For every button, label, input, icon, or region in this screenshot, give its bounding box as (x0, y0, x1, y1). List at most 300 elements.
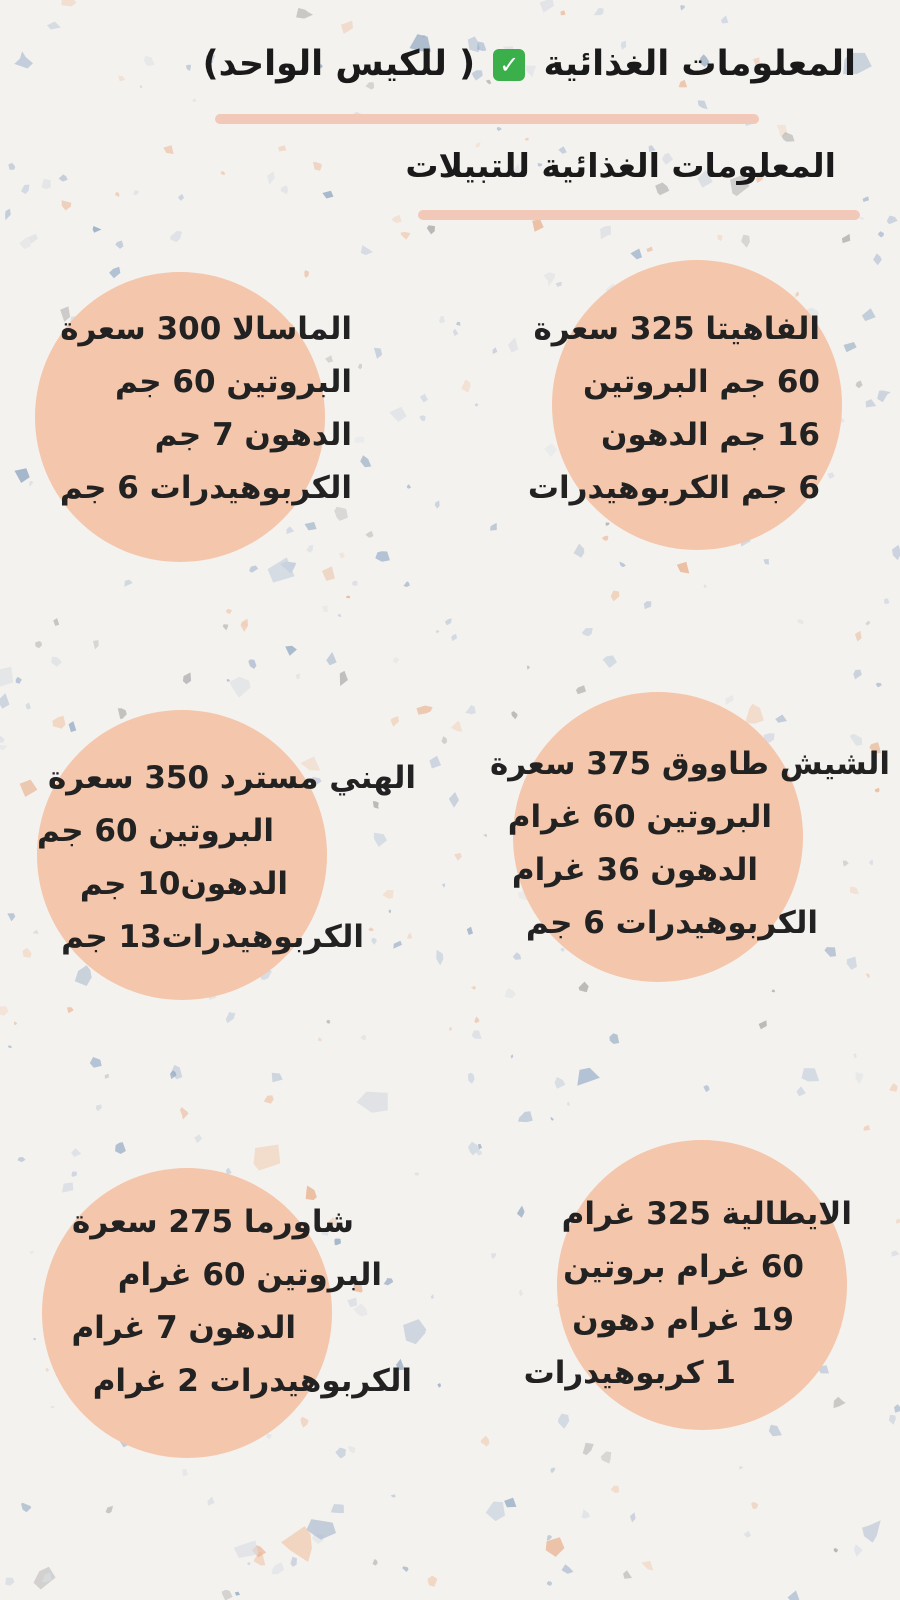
terrazzo-speck (511, 711, 517, 719)
terrazzo-speck (647, 247, 653, 253)
terrazzo-speck (287, 526, 295, 534)
terrazzo-speck (296, 8, 313, 19)
terrazzo-speck (594, 8, 604, 15)
terrazzo-speck (69, 721, 77, 732)
terrazzo-speck (71, 1148, 81, 1157)
terrazzo-speck (481, 1436, 489, 1447)
terrazzo-speck (419, 415, 425, 421)
terrazzo-speck (322, 191, 333, 199)
item-line: 60 جم البروتين (582, 364, 820, 400)
terrazzo-speck (877, 390, 891, 402)
terrazzo-speck (451, 721, 462, 732)
terrazzo-speck (194, 1134, 202, 1143)
terrazzo-speck (453, 329, 459, 337)
terrazzo-speck (118, 76, 125, 82)
terrazzo-speck (442, 884, 445, 888)
terrazzo-speck (29, 1251, 34, 1255)
terrazzo-speck (532, 219, 544, 232)
terrazzo-speck (247, 1562, 250, 1565)
terrazzo-speck (551, 1117, 554, 1121)
terrazzo-speck (465, 705, 476, 714)
terrazzo-speck (365, 531, 373, 538)
page-title (203, 44, 856, 84)
terrazzo-speck (15, 468, 30, 483)
terrazzo-speck (769, 1425, 782, 1437)
terrazzo-speck (186, 65, 191, 71)
terrazzo-speck (300, 1417, 308, 1428)
terrazzo-speck (505, 988, 516, 998)
terrazzo-speck (41, 179, 51, 190)
item-line: الكربوهيدرات 6 جم (525, 905, 818, 941)
terrazzo-speck (508, 337, 518, 352)
terrazzo-speck (854, 1544, 863, 1557)
terrazzo-speck (361, 1035, 366, 1040)
terrazzo-speck (751, 1502, 758, 1509)
terrazzo-speck (788, 1590, 800, 1600)
terrazzo-speck (326, 652, 337, 666)
terrazzo-speck (630, 249, 642, 260)
terrazzo-speck (115, 1142, 126, 1154)
terrazzo-speck (577, 1068, 600, 1086)
terrazzo-speck (431, 1294, 434, 1299)
terrazzo-speck (562, 1564, 574, 1574)
item-line: الماسالا 300 سعرة (60, 311, 352, 347)
terrazzo-speck (249, 565, 258, 572)
terrazzo-speck (35, 641, 42, 648)
terrazzo-speck (439, 316, 445, 324)
title-main: المعلومات الغذائية (543, 44, 856, 84)
terrazzo-speck (133, 190, 139, 195)
title-underline (215, 114, 759, 124)
terrazzo-speck (16, 677, 22, 684)
terrazzo-speck (115, 241, 123, 249)
terrazzo-speck (178, 194, 184, 201)
terrazzo-speck (59, 174, 68, 181)
terrazzo-speck (291, 1557, 298, 1567)
terrazzo-speck (802, 1068, 820, 1081)
terrazzo-speck (876, 683, 882, 688)
terrazzo-speck (313, 162, 322, 171)
terrazzo-speck (402, 1566, 408, 1572)
terrazzo-speck (644, 601, 652, 609)
terrazzo-speck (352, 581, 358, 586)
terrazzo-speck (518, 1111, 533, 1122)
terrazzo-speck (306, 1519, 336, 1540)
terrazzo-speck (374, 348, 382, 359)
terrazzo-speck (763, 559, 769, 565)
terrazzo-speck (797, 1086, 806, 1096)
terrazzo-speck (373, 1559, 378, 1566)
terrazzo-speck (853, 1053, 857, 1058)
terrazzo-speck (25, 702, 31, 709)
terrazzo-speck (46, 1368, 50, 1372)
terrazzo-speck (272, 1562, 285, 1574)
terrazzo-speck (22, 948, 31, 958)
terrazzo-speck (109, 267, 120, 278)
terrazzo-speck (427, 225, 435, 234)
terrazzo-speck (0, 693, 9, 709)
terrazzo-speck (519, 1289, 523, 1296)
terrazzo-speck (208, 1497, 215, 1506)
terrazzo-speck (8, 1046, 12, 1049)
terrazzo-speck (856, 1072, 864, 1084)
terrazzo-speck (606, 523, 610, 526)
terrazzo-speck (51, 1406, 55, 1408)
terrazzo-speck (338, 614, 342, 617)
terrazzo-speck (504, 1498, 516, 1508)
terrazzo-speck (264, 1095, 274, 1104)
terrazzo-speck (360, 455, 371, 467)
terrazzo-speck (436, 950, 443, 966)
terrazzo-speck (5, 1578, 14, 1586)
terrazzo-speck (221, 171, 226, 175)
terrazzo-speck (0, 745, 7, 751)
item-line: الدهون10 جم (79, 866, 288, 902)
terrazzo-speck (322, 566, 335, 581)
terrazzo-speck (14, 1021, 17, 1025)
terrazzo-speck (384, 1278, 394, 1285)
terrazzo-speck (891, 1250, 899, 1256)
terrazzo-speck (267, 171, 275, 185)
terrazzo-speck (474, 1017, 479, 1024)
terrazzo-speck (62, 1183, 73, 1193)
terrazzo-speck (357, 1092, 388, 1113)
terrazzo-speck (551, 1468, 556, 1473)
terrazzo-speck (602, 536, 609, 541)
terrazzo-speck (486, 1502, 505, 1522)
terrazzo-speck (266, 1434, 272, 1440)
terrazzo-speck (873, 253, 882, 265)
terrazzo-speck (862, 1520, 881, 1542)
terrazzo-speck (404, 581, 410, 587)
terrazzo-speck (513, 952, 522, 960)
terrazzo-speck (192, 98, 197, 102)
terrazzo-speck (677, 562, 690, 574)
terrazzo-speck (8, 163, 15, 170)
terrazzo-speck (862, 308, 876, 321)
terrazzo-speck (93, 226, 102, 233)
terrazzo-speck (106, 1506, 114, 1514)
terrazzo-speck (182, 1469, 188, 1477)
item-line: البروتين 60 جم (36, 813, 274, 849)
terrazzo-speck (864, 1125, 871, 1131)
terrazzo-speck (53, 716, 66, 729)
terrazzo-speck (438, 1383, 442, 1388)
terrazzo-speck (726, 695, 734, 705)
terrazzo-speck (475, 403, 479, 407)
terrazzo-speck (721, 15, 728, 23)
terrazzo-speck (544, 272, 556, 286)
terrazzo-speck (163, 145, 173, 154)
terrazzo-speck (540, 0, 554, 13)
terrazzo-speck (630, 1512, 636, 1522)
terrazzo-speck (393, 657, 400, 663)
terrazzo-speck (471, 986, 476, 990)
terrazzo-speck (884, 598, 889, 604)
terrazzo-speck (0, 1006, 9, 1016)
terrazzo-speck (268, 557, 295, 582)
terrazzo-speck (855, 631, 862, 642)
check-icon: ✓ (493, 49, 525, 81)
terrazzo-speck (797, 619, 804, 624)
terrazzo-speck (827, 472, 834, 479)
nutrition-item-honey-mustard (37, 752, 416, 964)
item-line: 60 غرام بروتين (563, 1249, 804, 1285)
terrazzo-speck (853, 670, 862, 680)
item-line: الكربوهيدرات13 جم (61, 919, 364, 955)
terrazzo-speck (33, 1338, 36, 1340)
terrazzo-speck (435, 501, 440, 509)
terrazzo-speck (183, 672, 191, 684)
terrazzo-speck (416, 706, 432, 715)
terrazzo-speck (582, 628, 593, 636)
terrazzo-speck (51, 657, 62, 667)
item-line: الدهون 7 جم (154, 417, 352, 453)
terrazzo-speck (611, 591, 620, 602)
terrazzo-speck (703, 584, 706, 588)
terrazzo-speck (556, 282, 562, 287)
terrazzo-speck (456, 322, 460, 326)
terrazzo-speck (420, 394, 428, 403)
terrazzo-speck (390, 716, 399, 727)
terrazzo-speck (389, 407, 407, 422)
terrazzo-speck (21, 1503, 31, 1513)
terrazzo-speck (392, 215, 402, 224)
terrazzo-speck (118, 708, 127, 719)
terrazzo-speck (547, 1535, 552, 1541)
terrazzo-speck (609, 1033, 619, 1044)
terrazzo-speck (361, 245, 373, 255)
terrazzo-speck (497, 127, 502, 131)
terrazzo-speck (140, 85, 143, 88)
terrazzo-speck (235, 1592, 240, 1596)
terrazzo-speck (451, 634, 457, 641)
terrazzo-speck (234, 1540, 259, 1558)
terrazzo-speck (90, 1057, 102, 1068)
terrazzo-speck (775, 715, 787, 723)
terrazzo-speck (546, 1537, 565, 1557)
terrazzo-speck (525, 138, 529, 141)
item-line: 16 جم الدهون (601, 417, 820, 453)
terrazzo-speck (449, 792, 459, 808)
terrazzo-speck (844, 342, 857, 352)
item-line: الايطالية 325 غرام (561, 1196, 852, 1232)
terrazzo-speck (461, 380, 470, 393)
terrazzo-speck (285, 646, 297, 656)
terrazzo-speck (248, 659, 256, 669)
terrazzo-speck (254, 1145, 281, 1171)
terrazzo-speck (772, 989, 776, 992)
terrazzo-speck (222, 1590, 233, 1600)
title-suffix: ( للكيس الواحد) (202, 44, 476, 84)
nutrition-item-shish-tawook (490, 738, 890, 950)
nutrition-item-italian (524, 1188, 852, 1400)
terrazzo-speck (511, 1054, 514, 1058)
terrazzo-speck (583, 1443, 594, 1455)
terrazzo-speck (124, 580, 133, 587)
terrazzo-speck (180, 1107, 189, 1120)
terrazzo-speck (739, 1466, 743, 1470)
item-line: شاورما 275 سعرة (72, 1204, 354, 1240)
terrazzo-speck (441, 736, 447, 744)
terrazzo-speck (429, 756, 441, 769)
terrazzo-speck (866, 399, 877, 407)
terrazzo-speck (894, 1404, 900, 1413)
terrazzo-speck (29, 481, 33, 486)
terrazzo-speck (226, 1012, 236, 1023)
terrazzo-speck (391, 1494, 396, 1497)
terrazzo-speck (558, 1414, 569, 1429)
terrazzo-speck (468, 1073, 475, 1084)
terrazzo-speck (567, 1102, 571, 1106)
terrazzo-speck (53, 618, 59, 626)
item-line: الشيش طاووق 375 سعرة (489, 746, 890, 782)
terrazzo-speck (105, 1074, 109, 1079)
page-subtitle: المعلومات الغذائية للتبيلات (405, 146, 836, 185)
terrazzo-speck (71, 1172, 77, 1178)
item-line: البروتين 60 جم (114, 364, 352, 400)
terrazzo-speck (436, 630, 440, 634)
terrazzo-speck (305, 522, 317, 530)
terrazzo-speck (574, 544, 585, 558)
terrazzo-speck (400, 232, 410, 240)
item-line: 1 كربوهيدرات (523, 1355, 736, 1391)
terrazzo-speck (680, 5, 685, 11)
terrazzo-speck (322, 606, 328, 613)
terrazzo-speck (304, 270, 309, 278)
terrazzo-speck (348, 1446, 356, 1454)
terrazzo-speck (601, 1452, 612, 1464)
item-line: 19 غرام دهون (572, 1302, 794, 1338)
nutrition-item-masala (60, 303, 352, 515)
terrazzo-speck (491, 1253, 496, 1259)
item-line: الكربوهيدرات 6 جم (59, 470, 352, 506)
terrazzo-speck (20, 780, 38, 797)
terrazzo-speck (47, 22, 61, 30)
terrazzo-speck (346, 596, 351, 599)
terrazzo-speck (611, 1486, 620, 1493)
terrazzo-speck (331, 1504, 344, 1513)
terrazzo-speck (703, 1085, 709, 1092)
item-line: البروتين 60 غرام (117, 1257, 382, 1293)
terrazzo-speck (306, 545, 313, 553)
terrazzo-speck (339, 553, 345, 559)
terrazzo-speck (93, 640, 99, 649)
terrazzo-speck (796, 291, 800, 297)
terrazzo-speck (272, 1073, 283, 1083)
terrazzo-speck (527, 666, 530, 670)
terrazzo-speck (281, 185, 288, 194)
item-line: الكربوهيدرات 2 غرام (92, 1363, 412, 1399)
terrazzo-speck (7, 913, 15, 921)
item-line: 6 جم الكربوهيدرات (527, 470, 820, 506)
terrazzo-speck (472, 1030, 482, 1039)
item-line: البروتين 60 غرام (507, 799, 772, 835)
terrazzo-speck (67, 1007, 74, 1013)
terrazzo-speck (115, 192, 120, 197)
terrazzo-speck (467, 927, 473, 935)
terrazzo-speck (340, 671, 348, 686)
terrazzo-speck (326, 1020, 330, 1024)
terrazzo-speck (403, 1319, 426, 1344)
terrazzo-speck (358, 364, 362, 370)
terrazzo-speck (600, 226, 611, 240)
terrazzo-speck (21, 185, 29, 195)
terrazzo-speck (579, 982, 589, 993)
terrazzo-speck (226, 609, 232, 614)
terrazzo-speck (555, 1077, 566, 1089)
terrazzo-speck (5, 209, 11, 221)
terrazzo-speck (842, 234, 850, 243)
terrazzo-speck (576, 685, 586, 694)
item-line: الفاهيتا 325 سعرة (533, 311, 820, 347)
terrazzo-speck (603, 655, 617, 668)
terrazzo-speck (859, 217, 865, 220)
terrazzo-speck (355, 436, 365, 443)
terrazzo-speck (341, 21, 353, 34)
terrazzo-speck (641, 1561, 653, 1571)
terrazzo-speck (61, 0, 76, 6)
terrazzo-speck (866, 973, 870, 978)
terrazzo-speck (335, 1448, 346, 1459)
item-line: الدهون 7 غرام (71, 1310, 296, 1346)
terrazzo-speck (454, 853, 462, 861)
terrazzo-speck (744, 1531, 751, 1538)
item-line: الدهون 36 غرام (511, 852, 758, 888)
subtitle-underline (418, 210, 860, 220)
terrazzo-speck (0, 667, 13, 687)
terrazzo-speck (547, 1581, 552, 1586)
terrazzo-speck (230, 677, 251, 698)
terrazzo-speck (278, 145, 286, 151)
terrazzo-speck (490, 523, 497, 531)
terrazzo-speck (445, 618, 452, 625)
terrazzo-speck (483, 834, 487, 837)
terrazzo-speck (889, 1083, 897, 1092)
terrazzo-speck (581, 1509, 590, 1519)
terrazzo-speck (170, 231, 182, 242)
terrazzo-speck (0, 736, 5, 743)
terrazzo-speck (493, 347, 498, 354)
terrazzo-speck (96, 1105, 102, 1112)
terrazzo-speck (887, 216, 898, 225)
terrazzo-speck (878, 231, 884, 237)
nutrition-item-fajita (528, 303, 820, 515)
terrazzo-speck (717, 235, 722, 241)
terrazzo-speck (223, 624, 229, 630)
terrazzo-speck (14, 51, 33, 68)
terrazzo-speck (834, 1548, 839, 1553)
terrazzo-speck (296, 673, 301, 679)
terrazzo-speck (847, 957, 857, 970)
terrazzo-speck (623, 1570, 632, 1579)
terrazzo-speck (892, 545, 900, 560)
terrazzo-speck (281, 1526, 312, 1562)
terrazzo-speck (17, 1157, 25, 1162)
terrazzo-speck (62, 200, 72, 210)
terrazzo-speck (227, 679, 231, 682)
terrazzo-speck (759, 1020, 767, 1029)
terrazzo-speck (414, 1173, 419, 1176)
terrazzo-speck (856, 381, 863, 389)
terrazzo-speck (698, 100, 708, 109)
terrazzo-speck (144, 56, 155, 66)
terrazzo-speck (865, 621, 870, 626)
terrazzo-speck (318, 1037, 322, 1041)
terrazzo-speck (741, 235, 750, 248)
terrazzo-speck (863, 196, 869, 202)
terrazzo-speck (75, 965, 92, 986)
